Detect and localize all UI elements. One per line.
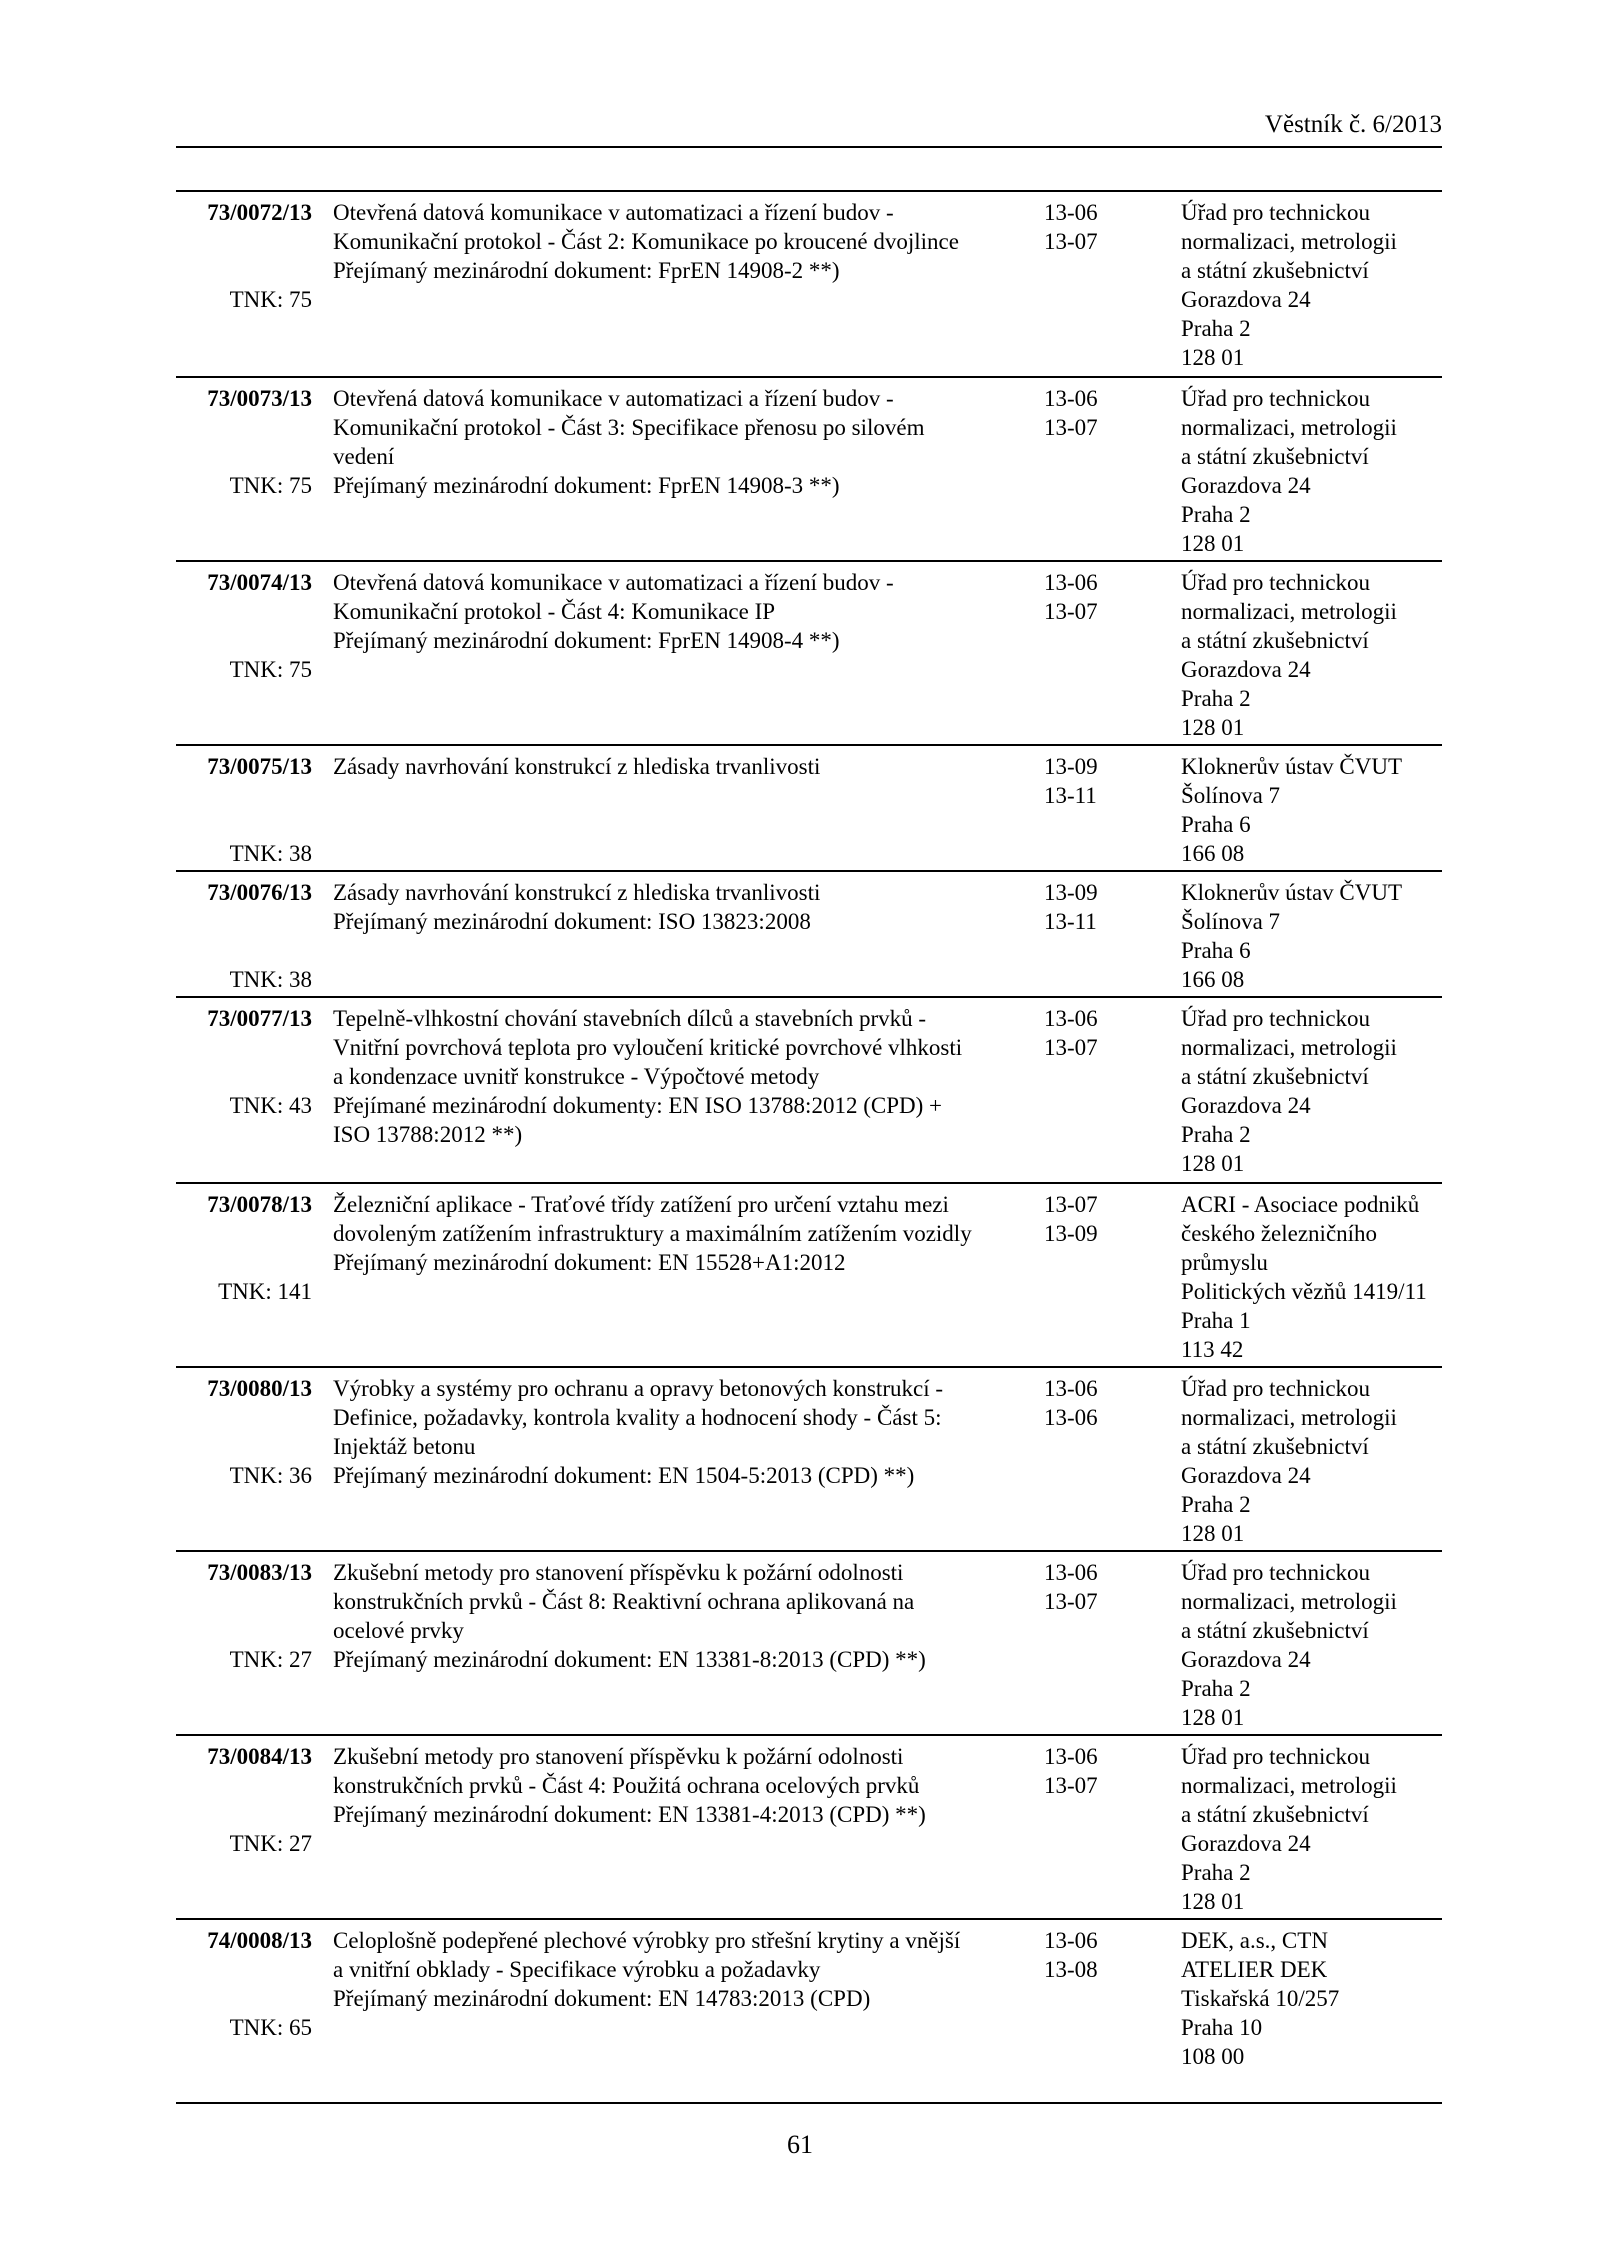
tnk-label: TNK: 141 [218,1279,312,1304]
entry-number: 73/0073/13 [207,386,312,411]
date-start: 13-06 [1044,570,1098,595]
date-start: 13-06 [1044,1006,1098,1031]
entry-id-cell [176,568,312,742]
entry-id-cell [176,878,312,994]
address-line: normalizaci, metrologii [1181,1405,1397,1430]
date-start: 13-09 [1044,880,1098,905]
address-line: a státní zkušebnictví [1181,258,1369,283]
entry-dates-cell [1044,1742,1124,1800]
entry-title-cell [333,568,1023,655]
date-end: 13-07 [1044,229,1098,254]
title-line: Přejímaný mezinárodní dokument: FprEN 14908-4 **) [333,628,840,653]
tnk-label: TNK: 27 [229,1831,312,1856]
title-line: Injektáž betonu [333,1434,476,1459]
title-line: Zásady navrhování konstrukcí z hlediska trvanlivosti [333,754,821,779]
header-divider [176,146,1442,148]
table-row [176,1184,1442,1368]
journal-issue-header: Věstník č. 6/2013 [1264,111,1442,138]
address-line: Gorazdova 24 [1181,1463,1311,1488]
title-line: Definice, požadavky, kontrola kvality a hodnocení shody - Část 5: [333,1405,942,1430]
tnk-label: TNK: 38 [229,841,312,866]
entry-number: 73/0077/13 [207,1006,312,1031]
entry-id-cell [176,384,312,558]
tnk-label: TNK: 65 [229,2015,312,2040]
address-line: Politických vězňů 1419/11 [1181,1279,1427,1304]
entry-number: 73/0078/13 [207,1192,312,1217]
tnk-label: TNK: 75 [229,287,312,312]
processor-address-cell [1181,1926,1446,2071]
entry-id-cell [176,1926,312,2100]
tnk-label: TNK: 36 [229,1463,312,1488]
title-line: Přejímaný mezinárodní dokument: EN 13381-4:2013 (CPD) **) [333,1802,926,1827]
table-row [176,192,1442,378]
processor-address-cell [1181,568,1446,742]
entry-number: 73/0076/13 [207,880,312,905]
entry-dates-cell [1044,198,1124,256]
address-line: normalizaci, metrologii [1181,415,1397,440]
title-line: Tepelně-vlhkostní chování stavebních dílců a stavebních prvků - [333,1006,927,1031]
entry-dates-cell [1044,1190,1124,1248]
title-line: Otevřená datová komunikace v automatizaci a řízení budov - [333,386,894,411]
address-line: Praha 2 [1181,686,1251,711]
address-line: Praha 2 [1181,1676,1251,1701]
entry-title-cell [333,1558,1023,1674]
address-line: normalizaci, metrologii [1181,1773,1397,1798]
title-line: Zásady navrhování konstrukcí z hlediska trvanlivosti [333,880,821,905]
entry-title-cell [333,752,1023,781]
title-line: ocelové prvky [333,1618,464,1643]
title-line: Komunikační protokol - Část 3: Specifikace přenosu po silovém [333,415,925,440]
title-line: Přejímané mezinárodní dokumenty: EN ISO 13788:2012 (CPD) + [333,1093,942,1118]
entry-dates-cell [1044,568,1124,626]
entry-id-cell [176,1004,312,1180]
entry-number: 73/0084/13 [207,1744,312,1769]
address-line: Gorazdova 24 [1181,1647,1311,1672]
title-line: Přejímaný mezinárodní dokument: FprEN 14908-2 **) [333,258,840,283]
entry-number: 73/0072/13 [207,200,312,225]
processor-address-cell [1181,1742,1446,1916]
address-line: 128 01 [1181,1151,1245,1176]
address-line: Gorazdova 24 [1181,287,1311,312]
date-start: 13-06 [1044,386,1098,411]
address-line: a státní zkušebnictví [1181,628,1369,653]
date-end: 13-07 [1044,1589,1098,1614]
processor-address-cell [1181,1004,1446,1178]
address-line: českého železničního [1181,1221,1378,1246]
entry-dates-cell [1044,1926,1124,1984]
table-row [176,1552,1442,1736]
title-line: konstrukčních prvků - Část 4: Použitá ochrana ocelových prvků [333,1773,920,1798]
title-line: Zkušební metody pro stanovení příspěvku k požární odolnosti [333,1560,904,1585]
entry-id-cell [176,198,312,374]
title-line: Přejímaný mezinárodní dokument: EN 15528+A1:2012 [333,1250,846,1275]
title-line: Železniční aplikace - Traťové třídy zatížení pro určení vztahu mezi [333,1192,949,1217]
entry-number: 74/0008/13 [207,1928,312,1953]
entry-title-cell [333,198,1023,285]
address-line: normalizaci, metrologii [1181,1035,1397,1060]
tnk-label: TNK: 75 [229,657,312,682]
address-line: Úřad pro technickou [1181,200,1371,225]
entry-dates-cell [1044,878,1124,936]
address-line: Kloknerův ústav ČVUT [1181,754,1403,779]
entry-number: 73/0083/13 [207,1560,312,1585]
title-line: a kondenzace uvnitř konstrukce - Výpočtové metody [333,1064,820,1089]
processor-address-cell [1181,1374,1446,1548]
date-end: 13-07 [1044,1773,1098,1798]
date-start: 13-06 [1044,1560,1098,1585]
title-line: vedení [333,444,395,469]
title-line: Komunikační protokol - Část 2: Komunikace po kroucené dvojlince [333,229,959,254]
address-line: Úřad pro technickou [1181,1744,1371,1769]
address-line: 128 01 [1181,531,1245,556]
entry-dates-cell [1044,752,1124,810]
title-line: Otevřená datová komunikace v automatizaci a řízení budov - [333,570,894,595]
address-line: 108 00 [1181,2044,1245,2069]
table-row [176,378,1442,562]
address-line: ATELIER DEK [1181,1957,1328,1982]
address-line: Gorazdova 24 [1181,1093,1311,1118]
address-line: průmyslu [1181,1250,1268,1275]
title-line: Otevřená datová komunikace v automatizaci a řízení budov - [333,200,894,225]
entry-title-cell [333,878,1023,936]
table-row [176,562,1442,746]
address-line: 128 01 [1181,1889,1245,1914]
title-line: a vnitřní obklady - Specifikace výrobku a požadavky [333,1957,821,1982]
entry-dates-cell [1044,1558,1124,1616]
date-end: 13-11 [1044,909,1097,934]
address-line: Gorazdova 24 [1181,657,1311,682]
tnk-label: TNK: 27 [229,1647,312,1672]
address-line: a státní zkušebnictví [1181,444,1369,469]
entry-dates-cell [1044,1374,1124,1432]
date-end: 13-07 [1044,415,1098,440]
table-row [176,998,1442,1184]
entry-number: 73/0075/13 [207,754,312,779]
date-end: 13-08 [1044,1957,1098,1982]
title-line: Komunikační protokol - Část 4: Komunikace IP [333,599,776,624]
table-row [176,746,1442,872]
entry-title-cell [333,1742,1023,1829]
address-line: Tiskařská 10/257 [1181,1986,1340,2011]
title-line: Celoplošně podepřené plechové výrobky pro střešní krytiny a vnější [333,1928,961,1953]
entry-title-cell [333,1926,1023,2013]
table-row [176,1920,1442,2104]
address-line: Gorazdova 24 [1181,473,1311,498]
date-start: 13-07 [1044,1192,1098,1217]
title-line: Přejímaný mezinárodní dokument: EN 14783:2013 (CPD) [333,1986,871,2011]
tnk-label: TNK: 75 [229,473,312,498]
address-line: DEK, a.s., CTN [1181,1928,1328,1953]
address-line: Praha 2 [1181,316,1251,341]
table-row [176,1736,1442,1920]
address-line: 128 01 [1181,1521,1245,1546]
address-line: Úřad pro technickou [1181,570,1371,595]
processor-address-cell [1181,384,1446,558]
title-line: ISO 13788:2012 **) [333,1122,523,1147]
date-end: 13-06 [1044,1405,1098,1430]
address-line: 166 08 [1181,967,1245,992]
address-line: 128 01 [1181,715,1245,740]
address-line: a státní zkušebnictví [1181,1618,1369,1643]
address-line: Praha 2 [1181,1860,1251,1885]
processor-address-cell [1181,1190,1446,1364]
entry-title-cell [333,1374,1023,1490]
title-line: Přejímaný mezinárodní dokument: EN 1504-5:2013 (CPD) **) [333,1463,915,1488]
address-line: Praha 6 [1181,938,1251,963]
address-line: Praha 2 [1181,1122,1251,1147]
address-line: Šolínova 7 [1181,783,1281,808]
title-line: Zkušební metody pro stanovení příspěvku k požární odolnosti [333,1744,904,1769]
title-line: Přejímaný mezinárodní dokument: FprEN 14908-3 **) [333,473,840,498]
entry-number: 73/0074/13 [207,570,312,595]
entry-title-cell [333,384,1023,500]
entry-number: 73/0080/13 [207,1376,312,1401]
address-line: Úřad pro technickou [1181,386,1371,411]
processor-address-cell [1181,198,1446,372]
title-line: Přejímaný mezinárodní dokument: ISO 13823:2008 [333,909,811,934]
address-line: 113 42 [1181,1337,1244,1362]
date-start: 13-06 [1044,1744,1098,1769]
address-line: Praha 10 [1181,2015,1263,2040]
processor-address-cell [1181,1558,1446,1732]
date-end: 13-07 [1044,599,1098,624]
address-line: Praha 6 [1181,812,1251,837]
table-row [176,872,1442,998]
entry-dates-cell [1044,1004,1124,1062]
entry-title-cell [333,1190,1023,1277]
address-line: Úřad pro technickou [1181,1560,1371,1585]
address-line: Šolínova 7 [1181,909,1281,934]
address-line: a státní zkušebnictví [1181,1064,1369,1089]
tnk-label: TNK: 38 [229,967,312,992]
title-line: Výrobky a systémy pro ochranu a opravy betonových konstrukcí - [333,1376,943,1401]
date-end: 13-07 [1044,1035,1098,1060]
processor-address-cell [1181,752,1446,868]
address-line: 166 08 [1181,841,1245,866]
address-line: 128 01 [1181,1705,1245,1730]
standards-table [176,190,1442,2104]
title-line: dovoleným zatížením infrastruktury a maximálním zatížením vozidly [333,1221,972,1246]
title-line: konstrukčních prvků - Část 8: Reaktivní ochrana aplikovaná na [333,1589,915,1614]
address-line: normalizaci, metrologii [1181,229,1397,254]
address-line: Gorazdova 24 [1181,1831,1311,1856]
entry-id-cell [176,1742,312,1916]
address-line: a státní zkušebnictví [1181,1802,1369,1827]
address-line: a státní zkušebnictví [1181,1434,1369,1459]
address-line: Kloknerův ústav ČVUT [1181,880,1403,905]
date-end: 13-09 [1044,1221,1098,1246]
date-start: 13-06 [1044,1928,1098,1953]
address-line: Úřad pro technickou [1181,1376,1371,1401]
date-start: 13-06 [1044,200,1098,225]
entry-id-cell [176,1558,312,1732]
address-line: 128 01 [1181,345,1245,370]
title-line: Vnitřní povrchová teplota pro vyloučení kritické povrchové vlhkosti [333,1035,963,1060]
address-line: normalizaci, metrologii [1181,1589,1397,1614]
entry-dates-cell [1044,384,1124,442]
date-start: 13-09 [1044,754,1098,779]
entry-id-cell [176,1190,312,1364]
address-line: Úřad pro technickou [1181,1006,1371,1031]
entry-title-cell [333,1004,1023,1149]
address-line: ACRI - Asociace podniků [1181,1192,1420,1217]
address-line: Praha 1 [1181,1308,1251,1333]
address-line: Praha 2 [1181,502,1251,527]
date-start: 13-06 [1044,1376,1098,1401]
tnk-label: TNK: 43 [229,1093,312,1118]
address-line: Praha 2 [1181,1492,1251,1517]
page-number: 61 [787,2130,813,2159]
table-row [176,1368,1442,1552]
title-line: Přejímaný mezinárodní dokument: EN 13381-8:2013 (CPD) **) [333,1647,926,1672]
entry-id-cell [176,1374,312,1548]
date-end: 13-11 [1044,783,1097,808]
address-line: normalizaci, metrologii [1181,599,1397,624]
entry-id-cell [176,752,312,868]
processor-address-cell [1181,878,1446,994]
